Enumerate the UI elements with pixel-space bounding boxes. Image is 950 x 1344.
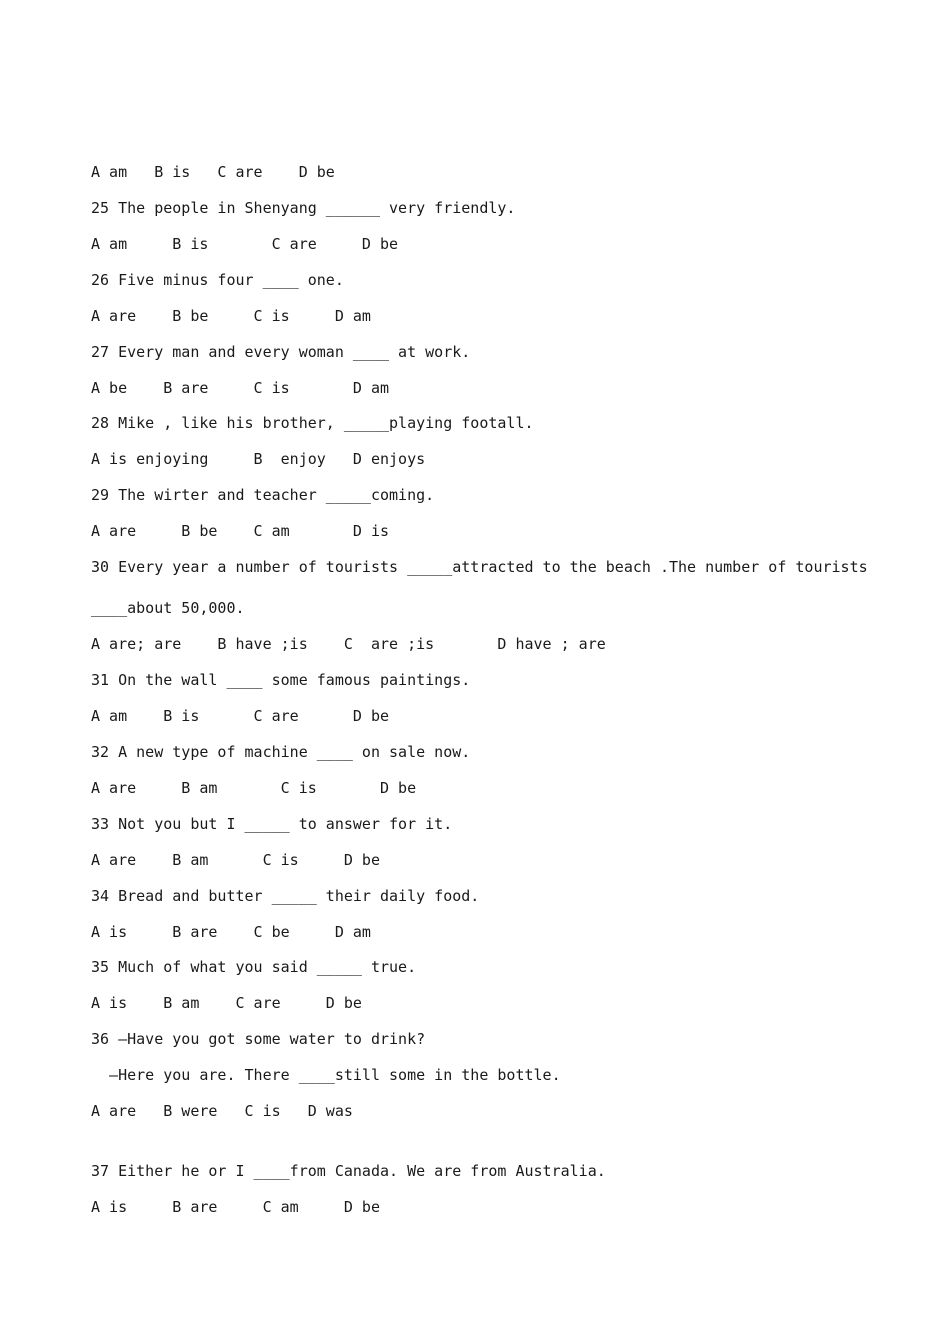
options-35: A is B am C are D be	[91, 994, 362, 1012]
options-34: A is B are C be D am	[91, 923, 371, 941]
options-31: A am B is C are D be	[91, 707, 390, 725]
question-31: 31 On the wall ____ some famous paintings.	[91, 671, 471, 689]
options-36: A are B were C is D was	[91, 1102, 353, 1120]
question-36: 36 —Have you got some water to drink?	[91, 1030, 426, 1048]
options-37: A is B are C am D be	[91, 1198, 380, 1216]
question-30-continued: ____about 50,000.	[91, 599, 245, 617]
question-32: 32 A new type of machine ____ on sale now.	[91, 743, 471, 761]
question-29: 29 The wirter and teacher _____coming.	[91, 486, 435, 504]
question-34: 34 Bread and butter _____ their daily food.	[91, 887, 480, 905]
options-30: A are; are B have ;is C are ;is D have ; are	[91, 635, 606, 653]
options-28: A is enjoying B enjoy D enjoys	[91, 450, 426, 468]
options-27: A be B are C is D am	[91, 379, 390, 397]
options-32: A are B am C is D be	[91, 779, 417, 797]
question-30: 30 Every year a number of tourists _____attracted to the beach .The number of tourists	[91, 558, 868, 576]
question-28: 28 Mike , like his brother, _____playing footall.	[91, 414, 534, 432]
question-37: 37 Either he or I ____from Canada. We are from Australia.	[91, 1162, 606, 1180]
options-24: A am B is C are D be	[91, 163, 335, 181]
question-33: 33 Not you but I _____ to answer for it.	[91, 815, 453, 833]
question-35: 35 Much of what you said _____ true.	[91, 958, 417, 976]
question-25: 25 The people in Shenyang ______ very friendly.	[91, 199, 516, 217]
question-36-reply: —Here you are. There ____still some in the bottle.	[91, 1066, 561, 1084]
options-33: A are B am C is D be	[91, 851, 380, 869]
options-26: A are B be C is D am	[91, 307, 371, 325]
question-27: 27 Every man and every woman ____ at work.	[91, 343, 471, 361]
question-26: 26 Five minus four ____ one.	[91, 271, 344, 289]
options-29: A are B be C am D is	[91, 522, 390, 540]
options-25: A am B is C are D be	[91, 235, 399, 253]
